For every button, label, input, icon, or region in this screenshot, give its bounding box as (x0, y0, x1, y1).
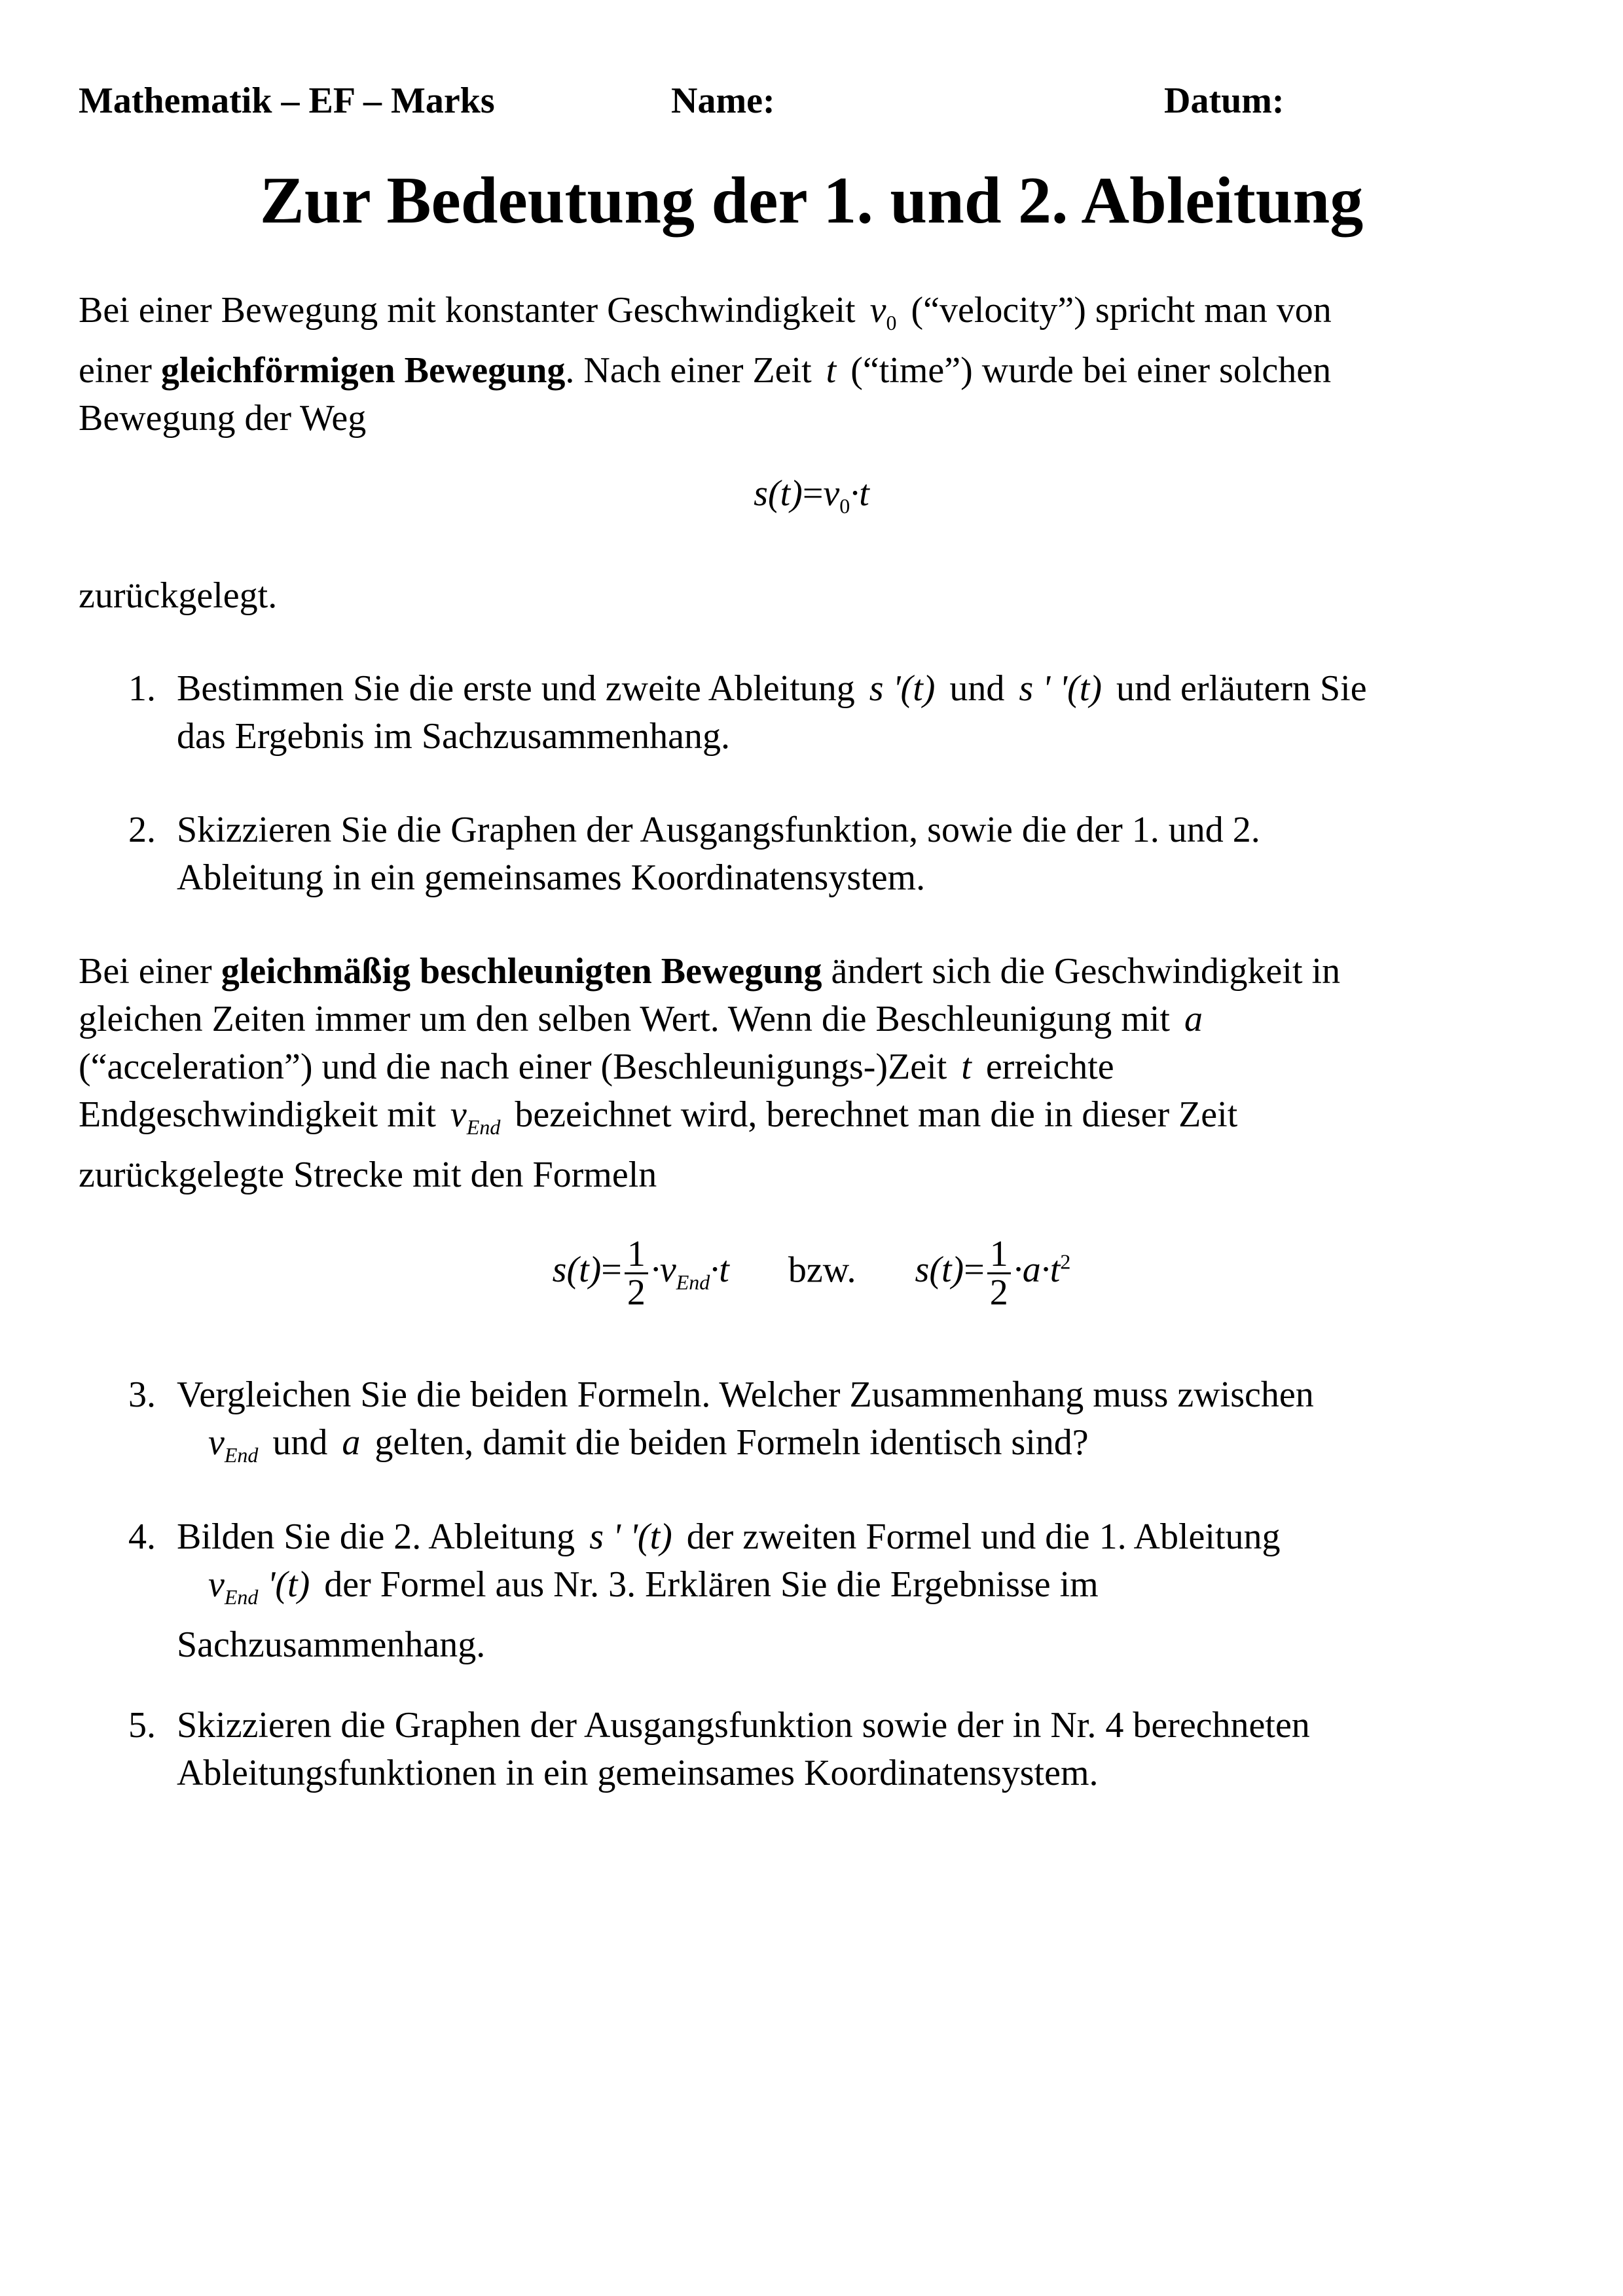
task-number: 2. (128, 810, 156, 850)
task-number: 5. (128, 1705, 156, 1746)
worksheet-page: Mathematik – EF – Marks Name: Datum: Zur Bedeutung der 1. und 2. Ableitung Bei einer Bewegung mit konstanter Geschwindigkeit $v_0$ (“velocity”) spricht man von einer gleichförmigen Bewegung. Nach einer Zeit t (“time”) wurde bei einer solchen Bewegung der Weg $s(t)=v_0\cdot t$ zurückgelegt. 1. Bestimmen Sie die erste und zweite Ableitung s '(t) und s ' '(t) und erläutern Sie das Ergebnis im Sachzusammenhang. 2. Skizzieren Sie die Graphen der Ausgangsfunktion, sowie die der 1. und 2. Ableitung in ein gemeinsames Koordinatensystem. Bei einer gleichmäßig beschleunigten Bewegung ändert sich die Geschwindigkeit in gleichen Zeiten immer um den selben Wert. Wenn die Beschleunigung mit a (“acceleration”) und die nach einer (Beschleunigungs-)Zeit t erreichte Endgeschwindigkeit mit $v_{End}$ bezeichnet wird, berechnet man die in dieser Zeit zurückgelegte Strecke mit den Formeln s(t)= $\frac{1}{2}$ $\cdot v_{End}\cdot t$ bzw. s(t)= $\frac{1}{2}$ $\cdot a\cdot t^2$ 3. Vergleichen Sie die beiden Formeln. Welcher Zusammenhang muss zwischen $v_{End}$ und a gelten, damit die beiden Formeln identisch sind? 4. Bilden Sie die 2. Ableitung s ' '(t) der zweiten Formel und die 1. Ableitung $v_{End}$ '(t) der Formel aus Nr. 3. Erklären Sie die Ergebnisse im Sachzusammenhang. 5. Skizzieren die Graphen der Ausgangsfunktion sowie der in Nr. 4 berechneten Ableitungsfunktionen in ein gemeinsames Koordinatensystem. (0, 0, 1623, 2296)
math-v-end-prime: $v_{End}$ '(t) (208, 1564, 310, 1609)
math-s-double-prime: s ' '(t) (1019, 668, 1103, 709)
math-s-double-prime: s ' '(t) (589, 1516, 672, 1557)
after-formula-text: zurückgelegt. (79, 575, 278, 616)
header (0, 80, 1623, 132)
math-t: t (961, 1047, 972, 1087)
math-v-end: $v_{End}$ (450, 1094, 501, 1139)
bold-term-uniform-motion: gleichförmigen Bewegung (160, 350, 566, 391)
task-number: 4. (128, 1516, 156, 1557)
math-a: a (1184, 999, 1203, 1039)
math-s-prime: s '(t) (869, 668, 936, 709)
math-t: t (826, 350, 837, 391)
intro-paragraph (79, 287, 1558, 442)
intro-line-3: Bewegung der Weg (79, 398, 367, 439)
task-number: 1. (128, 668, 156, 709)
name-label: Name: (671, 81, 775, 121)
math-a: a (342, 1422, 361, 1463)
intro-line-2: einer gleichförmigen Bewegung. Nach einer Zeit t (“time”) wurde bei einer solchen (79, 350, 1332, 391)
formula-accelerated-motion (0, 1236, 1623, 1311)
bold-term-accelerated-motion: gleichmäßig beschleunigten Bewegung (221, 951, 822, 992)
formula-velocity-form: s(t)= $\frac{1}{2}$ $\cdot v_{End}\cdot t$ (552, 1234, 729, 1313)
accelerated-motion-paragraph: Bei einer gleichmäßig beschleunigten Bewegung ändert sich die Geschwindigkeit in gleichen Zeiten immer um den selben Wert. Wenn die Beschleunigung mit a (“acceleration”) und die nach einer (Beschleunigungs-)Zeit t erreichte Endgeschwindigkeit mit $v_{End}$ bezeichnet wird, berechnet man die in dieser Zeit zurückgelegte Strecke mit den Formeln (79, 951, 1341, 1196)
formula-uniform-motion: $s(t)=v_0\cdot t$ (754, 473, 869, 518)
formula-acceleration-form: s(t)= $\frac{1}{2}$ $\cdot a\cdot t^2$ (915, 1234, 1071, 1313)
page-title: Zur Bedeutung der 1. und 2. Ableitung (259, 164, 1364, 238)
course-label: Mathematik – EF – Marks (79, 81, 495, 121)
math-v0: $v_0$ (869, 290, 897, 335)
bzw-label: bzw. (788, 1249, 856, 1291)
math-v-end: $v_{End}$ (208, 1422, 259, 1467)
intro-line-1: Bei einer Bewegung mit konstanter Geschwindigkeit $v_0$ (“velocity”) spricht man von (79, 290, 1332, 335)
task-number: 3. (128, 1374, 156, 1415)
date-label: Datum: (1164, 81, 1285, 121)
